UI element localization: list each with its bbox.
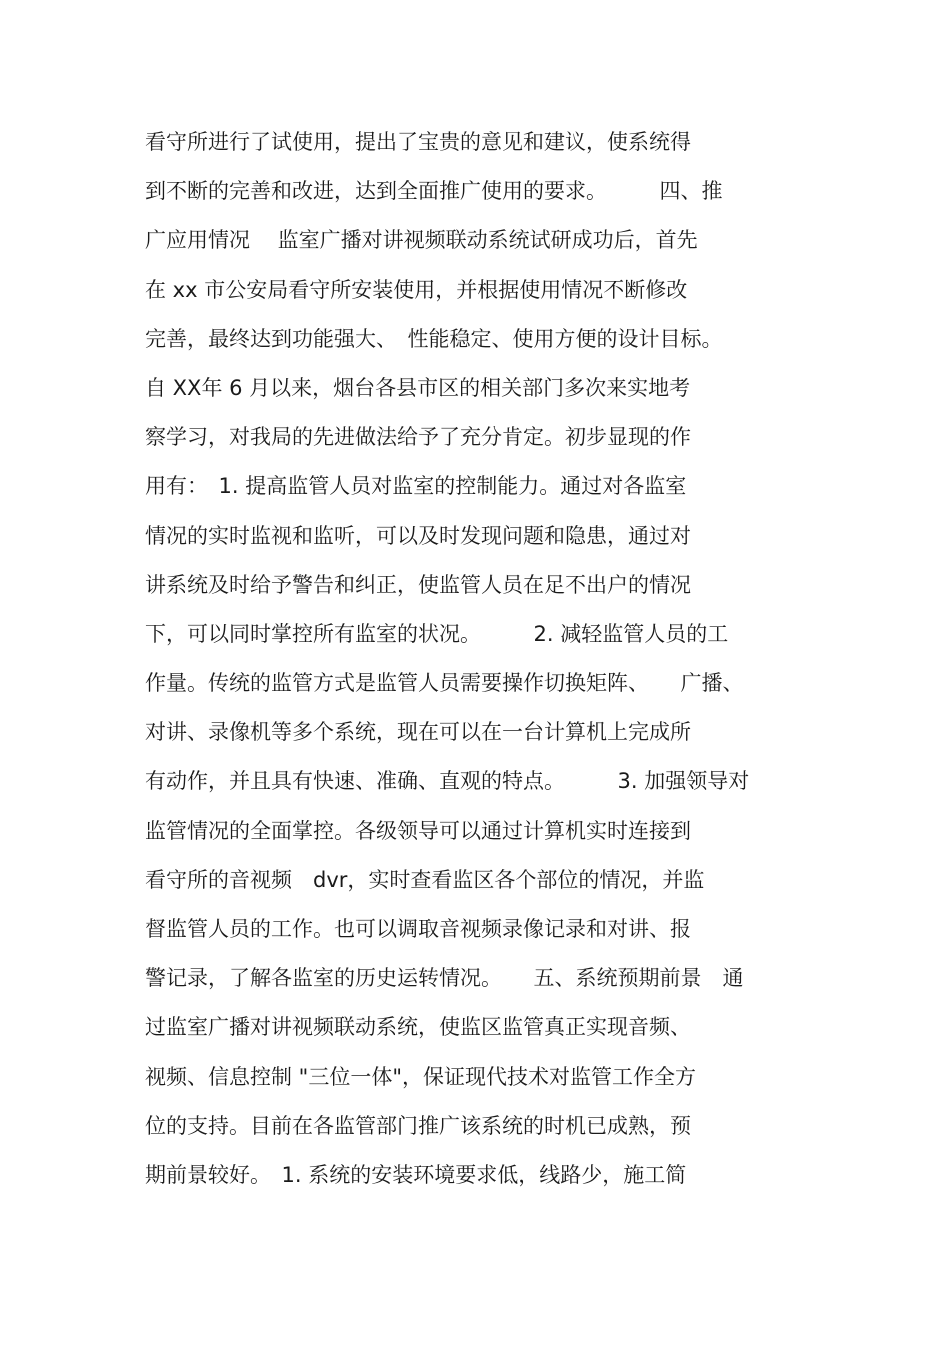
document-body-text xyxy=(145,120,825,1202)
text-line: 警记录，了解各监室的历史运转情况。 五、系统预期前景 通 xyxy=(145,966,744,991)
text-line: 过监室广播对讲视频联动系统，使监区监管真正实现音频、 xyxy=(145,1015,691,1040)
text-line: 自 XX年 6 月以来，烟台各县市区的相关部门多次来实地考 xyxy=(145,375,691,400)
text-line: 看守所的音视频 dvr，实时查看监区各个部位的情况，并监 xyxy=(145,867,705,892)
text-line: 作量。传统的监管方式是监管人员需要操作切换矩阵、 广播、 xyxy=(145,671,744,696)
text-line: 看守所进行了试使用，提出了宝贵的意见和建议，使系统得 xyxy=(145,130,691,154)
text-line: 有动作，并且具有快速、准确、直观的特点。 3. 加强领导对 xyxy=(145,769,750,794)
text-line: 对讲、录像机等多个系统，现在可以在一台计算机上完成所 xyxy=(145,720,691,745)
text-line: 到不断的完善和改进，达到全面推广使用的要求。 四、推 xyxy=(145,179,723,204)
text-line: 用有： 1. 提高监管人员对监室的控制能力。通过对各监室 xyxy=(145,474,687,499)
text-line: 期前景较好。 1. 系统的安装环境要求低，线路少，施工简 xyxy=(145,1162,687,1187)
text-line: 完善，最终达到功能强大、 性能稳定、使用方便的设计目标。 xyxy=(145,326,723,351)
text-line: 监管情况的全面掌控。各级领导可以通过计算机实时连接到 xyxy=(145,818,691,843)
text-line: 在 xx 市公安局看守所安装使用，并根据使用情况不断修改 xyxy=(145,277,688,302)
text-line: 下，可以同时掌控所有监室的状况。 2. 减轻监管人员的工 xyxy=(145,621,729,646)
text-line: 讲系统及时给予警告和纠正，使监管人员在足不出户的情况 xyxy=(145,572,691,597)
text-line: 督监管人员的工作。也可以调取音视频录像记录和对讲、报 xyxy=(145,917,691,941)
text-line: 广应用情况 监室广播对讲视频联动系统试研成功后，首先 xyxy=(145,228,698,253)
text-line: 情况的实时监视和监听，可以及时发现问题和隐患，通过对 xyxy=(145,523,691,548)
text-line: 位的支持。目前在各监管部门推广该系统的时机已成熟，预 xyxy=(145,1113,691,1138)
text-line: 察学习，对我局的先进做法给予了充分肯定。初步显现的作 xyxy=(145,425,691,450)
text-line: 视频、信息控制 "三位一体"，保证现代技术对监管工作全方 xyxy=(145,1064,696,1089)
